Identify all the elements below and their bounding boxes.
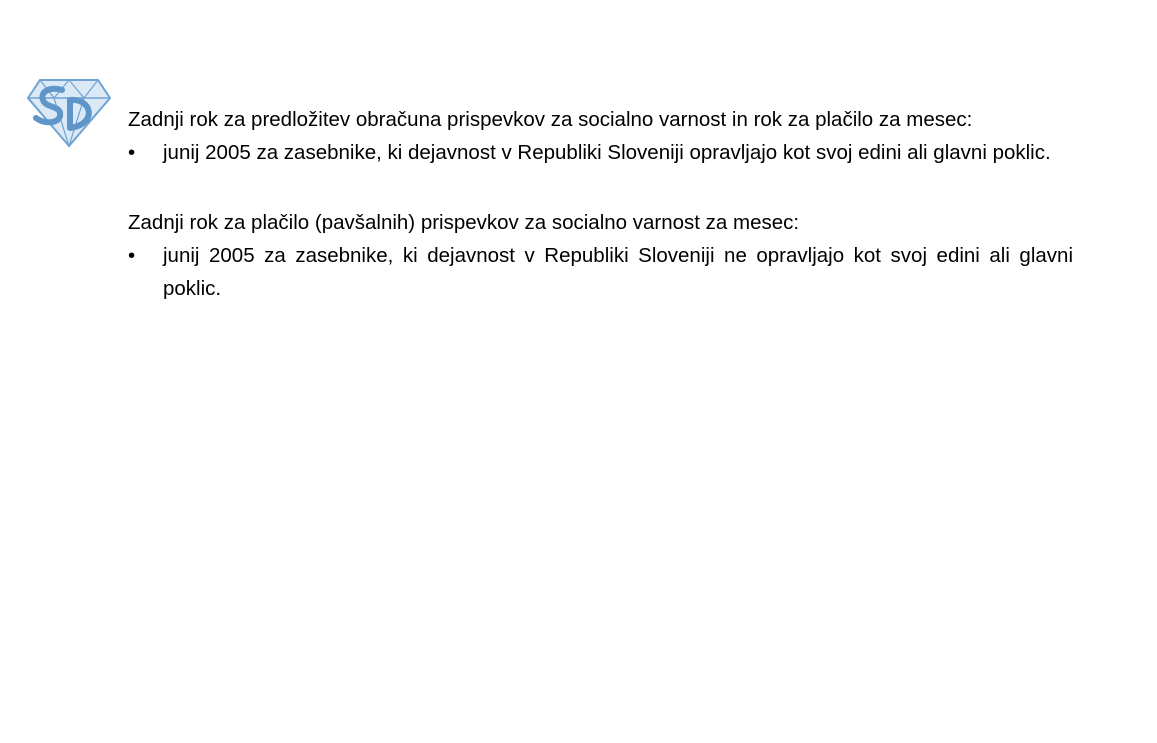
list-item (128, 239, 1073, 305)
bullet-icon: • (128, 244, 136, 267)
section2-heading: Zadnji rok za plačilo (pavšalnih) prispevkov za socialno varnost za mesec: (128, 211, 800, 234)
document-body (128, 103, 1073, 305)
bullet-icon: • (128, 141, 136, 164)
section1-bullet-text: junij 2005 za zasebnike, ki dejavnost v Republiki Sloveniji opravljajo kot svoj edini ali glavni poklic. (163, 141, 1051, 164)
sd-diamond-logo-icon (26, 76, 112, 150)
section2-bullet-text: junij 2005 za zasebnike, ki dejavnost v Republiki Sloveniji ne opravljajo kot svoj edini ali glavni poklic. (163, 244, 1073, 300)
list-item (128, 136, 1073, 169)
section-spacer (128, 169, 1073, 206)
section1-bullet-list (128, 136, 1073, 169)
section1-heading: Zadnji rok za predložitev obračuna prispevkov za socialno varnost in rok za plačilo za mesec: (128, 108, 973, 131)
section2-bullet-list (128, 239, 1073, 305)
